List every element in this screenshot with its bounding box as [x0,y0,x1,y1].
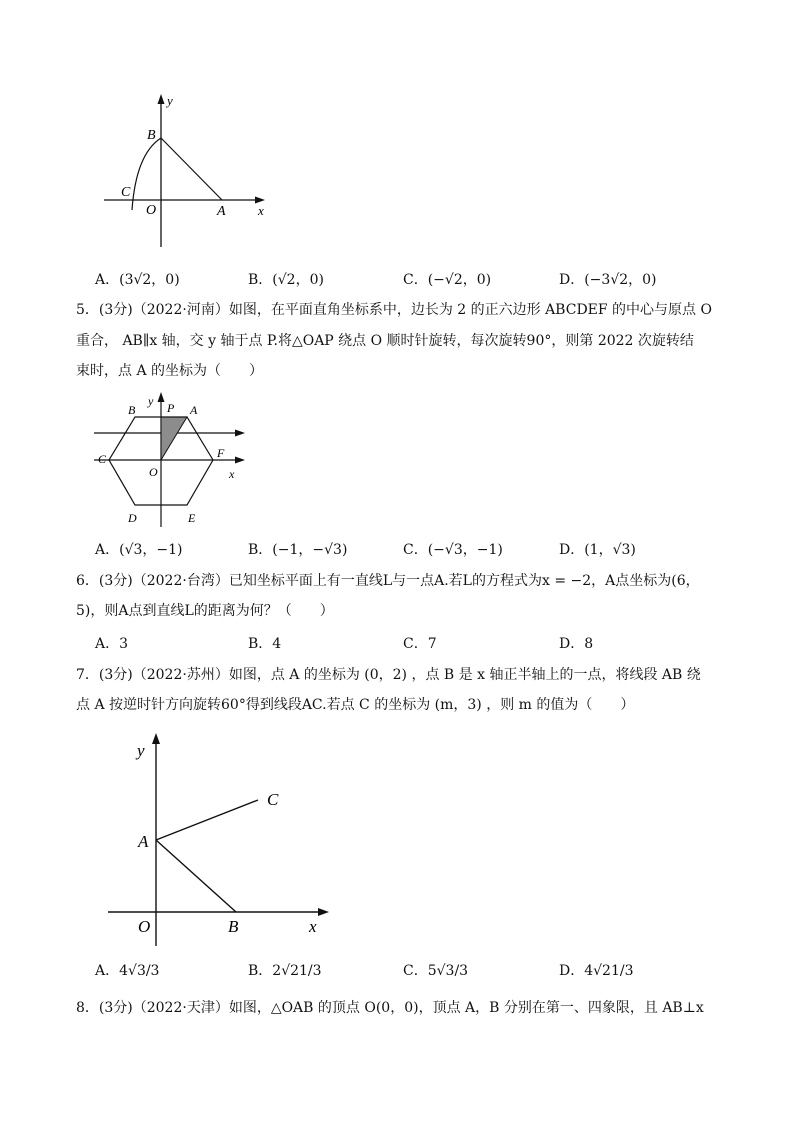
q4-option-b[interactable]: B．(√2，0) [248,272,324,288]
label-b: B [228,917,239,936]
label-x: x [309,917,317,936]
label-o: O [146,203,157,218]
q6-option-a[interactable]: A．3 [95,636,129,652]
segment-ac [156,800,258,840]
q8-text-line-1: 8．(3分)（2022·天津）如图，△OAB 的顶点 O(0，0)，顶点 A，B 分别在第一、四象限，且 AB⊥x [76,1000,704,1016]
label-a: A [138,832,149,851]
label-b: B [128,403,136,417]
label-o: O [149,465,158,479]
segment-ab [156,840,236,912]
label-c: C [98,452,107,466]
q5-text-line-2: 重合， AB∥x 轴，交 y 轴于点 P.将△OAP 绕点 O 顺时针旋转，每次旋转90°，则第 2022 次旋转结 [76,333,694,349]
q6-text-line-2: 5)，则A点到直线L的距离为何？（ ） [76,603,334,619]
q6-option-c[interactable]: C．7 [403,636,437,652]
q7-option-c[interactable]: C．5√3/3 [403,963,469,979]
y-axis-arrow [152,733,160,744]
label-e: E [188,511,196,525]
y-axis-arrow [158,94,165,104]
x-axis-arrow [235,430,245,437]
label-y: y [148,394,154,408]
q4-option-d[interactable]: D．(−3√2，0) [559,272,657,288]
q6-option-d[interactable]: D．8 [559,636,594,652]
x-axis-arrow [318,908,329,916]
label-x: x [229,467,235,481]
label-p: P [167,401,175,415]
label-a: A [190,403,198,417]
q5-option-c[interactable]: C．(−√3，−1) [403,542,503,558]
arc-bc [132,138,161,210]
label-c: C [267,790,279,809]
label-f: F [217,446,225,460]
q6-option-b[interactable]: B．4 [248,636,282,652]
q5-text-line-3: 束时，点 A 的坐标为（ ） [76,363,264,379]
q5-hexagon-figure [90,390,250,530]
q7-option-a[interactable]: A．4√3/3 [95,963,160,979]
label-b: B [147,128,156,143]
q6-text-line-1: 6．(3分)（2022·台湾）已知坐标平面上有一直线L与一点A.若L的方程式为x = −2，A点坐标为(6， [76,573,700,589]
segment-ba [161,138,222,200]
label-c: C [121,185,131,200]
label-d: D [128,511,137,525]
label-a: A [217,204,226,219]
q7-text-line-1: 7．(3分)（2022·苏州）如图，点 A 的坐标为 (0，2) ，点 B 是 x 轴正半轴上的一点，将线段 AB 绕 [76,667,701,683]
label-y: y [167,93,173,108]
label-o: O [138,917,151,936]
y-axis-arrow [158,392,165,402]
x-axis-main-arrow [235,457,245,464]
q4-option-c[interactable]: C．(−√2，0) [403,272,492,288]
q7-option-b[interactable]: B．2√21/3 [248,963,322,979]
q7-text-line-2: 点 A 按逆时针方向旋转60°得到线段AC.若点 C 的坐标为 (m，3) ，则 m 的值为（ ） [76,697,635,713]
q4-option-a[interactable]: A．(3√2，0) [95,272,180,288]
q5-option-a[interactable]: A．(√3，−1) [95,542,183,558]
q5-option-d[interactable]: D．(1，√3) [559,542,636,558]
q5-text-line-1: 5．(3分)（2022·河南）如图，在平面直角坐标系中，边长为 2 的正六边形 ABCDEF 的中心与原点 O [76,302,712,318]
label-x: x [258,203,264,218]
q7-figure [100,730,340,950]
q4-figure [100,92,275,252]
q5-option-b[interactable]: B．(−1，−√3) [248,542,348,558]
label-y: y [137,741,145,760]
q7-option-d[interactable]: D．4√21/3 [559,963,634,979]
triangle-oap [161,417,187,460]
